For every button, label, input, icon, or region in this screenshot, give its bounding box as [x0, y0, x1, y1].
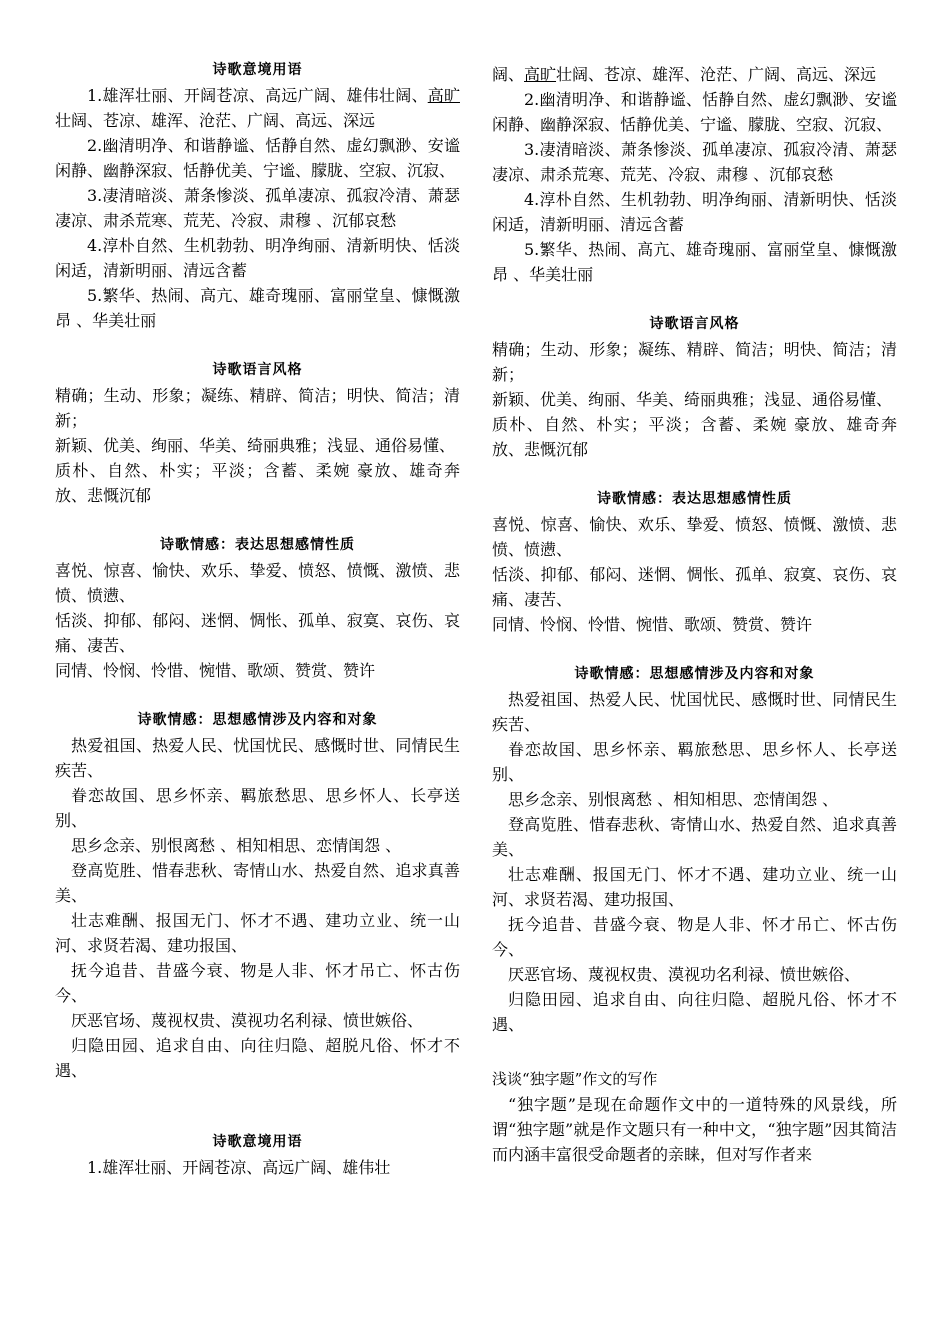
language-style-line: 新颖、优美、绚丽、华美、绮丽典雅；浅显、通俗易懂、 [55, 436, 456, 455]
essay-title: 浅谈“独字题”作文的写作 [492, 1070, 658, 1088]
emotion-content-line: 抚今追昔、昔盛今衰、物是人非、怀才吊亡、怀古伤今、 [55, 961, 460, 1005]
section-title-imagery: 诗歌意境用语 [212, 62, 303, 78]
language-style-line: 精确；生动、形象；凝练、精辟、简洁；明快、简洁；清新； [55, 386, 460, 430]
emotion-content-line: 壮志难酬、报国无门、怀才不遇、建功立业、统一山河、求贤若渴、建功报国、 [492, 865, 897, 909]
emotion-content-line: 归隐田园、追求自由、向往归隐、超脱凡俗、怀才不遇、 [55, 1036, 460, 1080]
emotion-content-line: 热爱祖国、热爱人民、忧国忧民、感慨时世、同情民生疾苦、 [55, 736, 460, 780]
emotion-line: 喜悦、惊喜、愉快、欢乐、挚爱、愤怒、愤慨、激愤、悲愤、愤懑、 [492, 515, 897, 559]
imagery-item: 1.雄浑壮丽、开阔苍凉、高远广阔、雄伟壮 [87, 1158, 391, 1177]
language-style-line: 质朴、自然、朴实；平淡；含蓄、柔婉 豪放、雄奇奔放、悲慨沉郁 [492, 415, 897, 459]
emotion-content-line: 登高览胜、惜春悲秋、寄情山水、热爱自然、追求真善美、 [492, 815, 897, 859]
essay-paragraph: “独字题”是现在命题作文中的一道特殊的风景线，所谓“独字题”就是作文题只有一种中文，“独字题”因其简洁而内涵丰富很受命题者的亲睐，但对写作者来 [492, 1095, 897, 1164]
imagery-item: 5.繁华、热闹、高亢、雄奇瑰丽、富丽堂皇、慷慨激昂 、华美壮丽 [55, 286, 460, 330]
emotion-line: 恬淡、抑郁、郁闷、迷惘、惆怅、孤单、寂寞、哀伤、哀痛、凄苦、 [492, 565, 897, 609]
emotion-line: 恬淡、抑郁、郁闷、迷惘、惆怅、孤单、寂寞、哀伤、哀痛、凄苦、 [55, 611, 460, 655]
emotion-content-line: 眷恋故国、思乡怀亲、羁旅愁思、思乡怀人、长亭送别、 [55, 786, 460, 830]
emotion-line: 同情、怜悯、怜惜、惋惜、歌颂、赞赏、赞许 [55, 661, 376, 680]
imagery-item: 2.幽清明净、和谐静谧、恬静自然、虚幻飘渺、安谧闲静、幽静深寂、恬静优美、宁谧、朦胧、空寂、沉寂、 [55, 136, 460, 180]
language-style-line: 新颖、优美、绚丽、华美、绮丽典雅；浅显、通俗易懂、 [492, 390, 893, 409]
imagery-item: 4.淳朴自然、生机勃勃、明净绚丽、清新明快、恬淡闲适，清新明丽、清远含蓄 [55, 236, 460, 280]
underlined-term: 高旷 [524, 65, 557, 84]
imagery-item: 3.凄清暗淡、萧条惨淡、孤单凄凉、孤寂冷清、萧瑟凄凉、肃杀荒寒、荒芜、冷寂、肃穆 、沉郁哀愁 [55, 186, 460, 230]
section-title-language-style: 诗歌语言风格 [212, 362, 303, 378]
emotion-content-line: 厌恶官场、蔑视权贵、漠视功名利禄、愤世嫉俗、 [508, 965, 861, 984]
section-title-emotion-nature: 诗歌情感：表达思想感情性质 [160, 537, 355, 553]
emotion-content-line: 思乡念亲、别恨离愁 、相知相思、恋情闺怨 、 [508, 790, 839, 809]
language-style-line: 精确；生动、形象；凝练、精辟、简洁；明快、简洁；清新； [492, 340, 897, 384]
emotion-content-line: 壮志难酬、报国无门、怀才不遇、建功立业、统一山河、求贤若渴、建功报国、 [55, 911, 460, 955]
section-title-language-style: 诗歌语言风格 [649, 316, 740, 332]
emotion-content-line: 热爱祖国、热爱人民、忧国忧民、感慨时世、同情民生疾苦、 [492, 690, 897, 734]
emotion-content-line: 登高览胜、惜春悲秋、寄情山水、热爱自然、追求真善美、 [55, 861, 460, 905]
imagery-item: 1.雄浑壮丽、开阔苍凉、高远广阔、雄伟壮阔、高旷壮阔、苍凉、雄浑、沧茫、广阔、高远、深远 [55, 86, 460, 130]
section-title-emotion-content: 诗歌情感：思想感情涉及内容和对象 [574, 666, 815, 682]
emotion-content-line: 抚今追昔、昔盛今衰、物是人非、怀才吊亡、怀古伤今、 [492, 915, 897, 959]
imagery-item: 2.幽清明净、和谐静谧、恬静自然、虚幻飘渺、安谧闲静、幽静深寂、恬静优美、宁谧、朦胧、空寂、沉寂、 [492, 90, 897, 134]
emotion-content-line: 眷恋故国、思乡怀亲、羁旅愁思、思乡怀人、长亭送别、 [492, 740, 897, 784]
underlined-term: 高旷 [427, 86, 460, 105]
emotion-content-line: 归隐田园、追求自由、向往归隐、超脱凡俗、怀才不遇、 [492, 990, 897, 1034]
imagery-item: 5.繁华、热闹、高亢、雄奇瑰丽、富丽堂皇、慷慨激昂 、华美壮丽 [492, 240, 897, 284]
emotion-content-line: 思乡念亲、别恨离愁 、相知相思、恋情闺怨 、 [71, 836, 402, 855]
imagery-item: 3.凄清暗淡、萧条惨淡、孤单凄凉、孤寂冷清、萧瑟凄凉、肃杀荒寒、荒芜、冷寂、肃穆 、沉郁哀愁 [492, 140, 897, 184]
imagery-item-continued: 阔、高旷壮阔、苍凉、雄浑、沧茫、广阔、高远、深远 [492, 65, 877, 84]
left-column [55, 58, 460, 1180]
imagery-item: 4.淳朴自然、生机勃勃、明净绚丽、清新明快、恬淡闲适，清新明丽、清远含蓄 [492, 190, 897, 234]
emotion-line: 同情、怜悯、怜惜、惋惜、歌颂、赞赏、赞许 [492, 615, 813, 634]
emotion-line: 喜悦、惊喜、愉快、欢乐、挚爱、愤怒、愤慨、激愤、悲愤、愤懑、 [55, 561, 460, 605]
right-column [492, 62, 897, 1167]
language-style-line: 质朴、自然、朴实；平淡；含蓄、柔婉 豪放、雄奇奔放、悲慨沉郁 [55, 461, 460, 505]
section-title-imagery-repeat: 诗歌意境用语 [212, 1134, 303, 1150]
section-title-emotion-nature: 诗歌情感：表达思想感情性质 [597, 491, 792, 507]
section-title-emotion-content: 诗歌情感：思想感情涉及内容和对象 [137, 712, 378, 728]
emotion-content-line: 厌恶官场、蔑视权贵、漠视功名利禄、愤世嫉俗、 [71, 1011, 424, 1030]
